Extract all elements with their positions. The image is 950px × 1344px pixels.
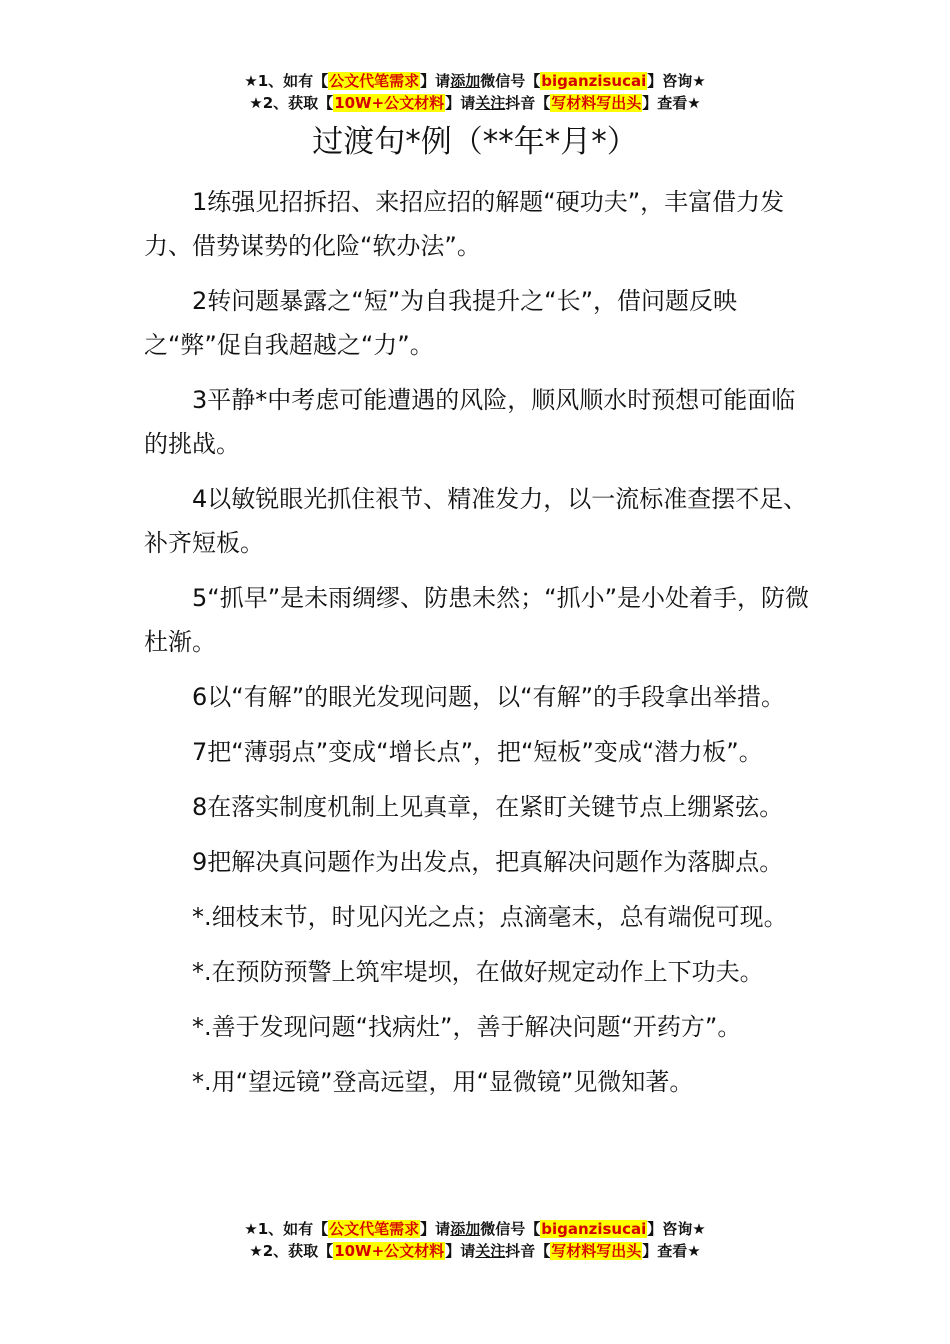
header-promo-line-1: ★1、如有【公文代笔需求】请添加微信号【biganzisucai】咨询★ xyxy=(244,72,706,90)
paragraph-2: 2转问题暴露之“短”为自我提升之“长”，借问题反映之“弊”促自我超越之“力”。 xyxy=(144,287,738,359)
footer-promo xyxy=(0,1218,950,1262)
highlight-wechat-id: biganzisucai xyxy=(541,1220,647,1238)
paragraph-13: *.用“望远镜”登高远望，用“显微镜”见微知著。 xyxy=(192,1068,694,1096)
highlight-service: 公文代笔需求 xyxy=(329,1220,420,1238)
paragraph-7: 7把“薄弱点”变成“增长点”，把“短板”变成“潜力板”。 xyxy=(192,738,763,766)
highlight-service: 公文代笔需求 xyxy=(329,72,420,90)
document-body xyxy=(144,180,816,1104)
paragraph-8: 8在落实制度机制上见真章，在紧盯关键节点上绷紧弦。 xyxy=(192,793,784,821)
paragraph-5: 5“抓早”是未雨绸缪、防患未然；“抓小”是小处着手，防微杜渐。 xyxy=(144,584,810,656)
highlight-douyin-account: 写材料写出头 xyxy=(551,94,642,112)
paragraph-4: 4以敏锐眼光抓住裉节、精准发力，以一流标准查摆不足、补齐短板。 xyxy=(144,485,808,557)
highlight-materials: 10W+公文材料 xyxy=(334,94,445,112)
highlight-materials: 10W+公文材料 xyxy=(334,1242,445,1260)
page-title: 过渡句*例（**年*月*） xyxy=(312,124,638,160)
paragraph-9: 9把解决真问题作为出发点，把真解决问题作为落脚点。 xyxy=(192,848,784,876)
header-promo xyxy=(0,70,950,114)
paragraph-1: 1练强见招拆招、来招应招的解题“硬功夫”，丰富借力发力、借势谋势的化险“软办法”。 xyxy=(144,188,785,260)
footer-promo-line-2: ★2、获取【10W+公文材料】请关注抖音【写材料写出头】查看★ xyxy=(249,1242,701,1260)
paragraph-10: *.细枝末节，时见闪光之点；点滴毫末，总有端倪可现。 xyxy=(192,903,788,931)
footer-promo-line-1: ★1、如有【公文代笔需求】请添加微信号【biganzisucai】咨询★ xyxy=(244,1220,706,1238)
paragraph-6: 6以“有解”的眼光发现问题，以“有解”的手段拿出举措。 xyxy=(192,683,786,711)
highlight-douyin-account: 写材料写出头 xyxy=(551,1242,642,1260)
paragraph-11: *.在预防预警上筑牢堤坝，在做好规定动作上下功夫。 xyxy=(192,958,764,986)
header-promo-line-2: ★2、获取【10W+公文材料】请关注抖音【写材料写出头】查看★ xyxy=(249,94,701,112)
highlight-wechat-id: biganzisucai xyxy=(541,72,647,90)
paragraph-12: *.善于发现问题“找病灶”，善于解决问题“开药方”。 xyxy=(192,1013,742,1041)
paragraph-3: 3平静*中考虑可能遭遇的风险，顺风顺水时预想可能面临的挑战。 xyxy=(144,386,796,458)
